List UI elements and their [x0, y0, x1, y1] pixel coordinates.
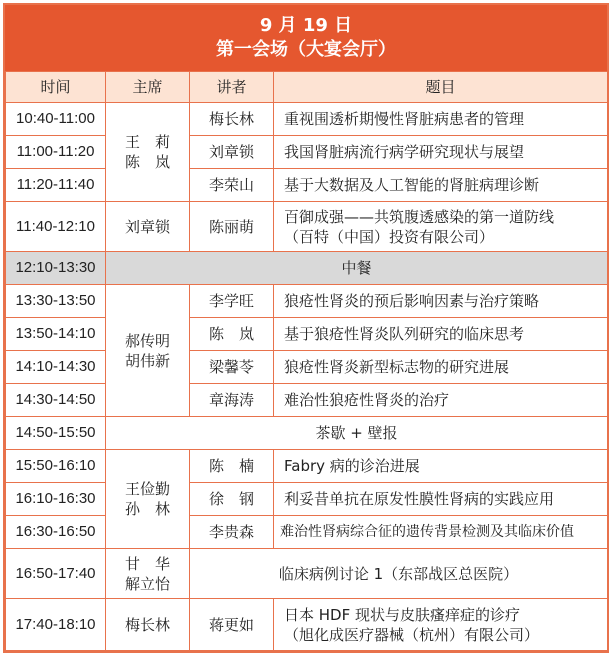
chair-cell: [106, 103, 190, 202]
speaker-cell: 李学旺: [190, 285, 274, 318]
table-row: [6, 549, 608, 599]
session-banner: [5, 5, 607, 71]
topic-cell: 狼疮性肾炎的预后影响因素与治疗策略: [274, 285, 608, 318]
col-header-topic: 题目: [274, 72, 608, 103]
time-cell: 16:10-16:30: [6, 483, 106, 516]
topic-cell: 狼疮性肾炎新型标志物的研究进展: [274, 351, 608, 384]
table-row: [6, 483, 608, 516]
case-discussion-label: 临床病例讨论 1（东部战区总医院）: [190, 549, 608, 599]
chair-cell: 梅长林: [106, 599, 190, 651]
table-row: [6, 384, 608, 417]
chair-cell: 刘章锁: [106, 202, 190, 252]
time-cell: 13:50-14:10: [6, 318, 106, 351]
table-row: [6, 136, 608, 169]
break-row: [6, 252, 608, 285]
session-date: 9 月 19 日: [259, 15, 353, 36]
table-row: [6, 450, 608, 483]
topic-line: 日本 HDF 现状与皮肤瘙痒症的诊疗: [284, 605, 520, 624]
topic-cell: Fabry 病的诊治进展: [274, 450, 608, 483]
table-header-row: [6, 72, 608, 103]
speaker-cell: 陈 岚: [190, 318, 274, 351]
chair-name: 王 莉: [124, 133, 170, 151]
table-row: [6, 169, 608, 202]
speaker-cell: 梁馨苓: [190, 351, 274, 384]
speaker-cell: 章海涛: [190, 384, 274, 417]
topic-cell: 利妥昔单抗在原发性膜性肾病的实践应用: [274, 483, 608, 516]
speaker-cell: 刘章锁: [190, 136, 274, 169]
break-row: [6, 417, 608, 450]
time-cell: 16:50-17:40: [6, 549, 106, 599]
chair-name: 解立怡: [124, 574, 170, 593]
time-cell: 14:30-14:50: [6, 384, 106, 417]
schedule-frame: [3, 3, 609, 653]
table-row: [6, 516, 608, 549]
table-row: [6, 351, 608, 384]
chair-name: 甘 华: [124, 554, 170, 573]
time-cell: 14:50-15:50: [6, 417, 106, 450]
chair-name: 陈 岚: [124, 153, 170, 171]
topic-cell: 基于大数据及人工智能的肾脏病理诊断: [274, 169, 608, 202]
table-row: [6, 285, 608, 318]
topic-cell: 基于狼疮性肾炎队列研究的临床思考: [274, 318, 608, 351]
col-header-speaker: 讲者: [190, 72, 274, 103]
time-cell: 16:30-16:50: [6, 516, 106, 549]
time-cell: 10:40-11:00: [6, 103, 106, 136]
session-venue: 第一会场（大宴会厅）: [216, 39, 396, 60]
table-row: [6, 599, 608, 651]
table-row: [6, 318, 608, 351]
schedule-table: [5, 71, 608, 651]
time-cell: 15:50-16:10: [6, 450, 106, 483]
topic-cell: 难治性狼疮性肾炎的治疗: [274, 384, 608, 417]
col-header-chair: 主席: [106, 72, 190, 103]
topic-cell: [274, 599, 608, 651]
time-cell: 17:40-18:10: [6, 599, 106, 651]
chair-cell: [106, 285, 190, 417]
col-header-time: 时间: [6, 72, 106, 103]
table-row: [6, 202, 608, 252]
time-cell: 11:00-11:20: [6, 136, 106, 169]
topic-cell: 重视围透析期慢性肾脏病患者的管理: [274, 103, 608, 136]
speaker-cell: 梅长林: [190, 103, 274, 136]
topic-cell: 我国肾脏病流行病学研究现状与展望: [274, 136, 608, 169]
break-label: 茶歇 + 壁报: [106, 417, 608, 450]
chair-cell: [106, 450, 190, 549]
speaker-cell: 蒋更如: [190, 599, 274, 651]
speaker-cell: 李贵森: [190, 516, 274, 549]
speaker-cell: 李荣山: [190, 169, 274, 202]
topic-cell: 难治性肾病综合征的遗传背景检测及其临床价值: [274, 516, 608, 549]
time-cell: 13:30-13:50: [6, 285, 106, 318]
chair-name: 孙 林: [124, 500, 170, 518]
chair-cell: [106, 549, 190, 599]
topic-cell: [274, 202, 608, 252]
chair-name: 王俭勤: [124, 480, 170, 498]
speaker-cell: 陈 楠: [190, 450, 274, 483]
time-cell: 11:20-11:40: [6, 169, 106, 202]
chair-name: 郝传明: [124, 331, 170, 350]
time-cell: 14:10-14:30: [6, 351, 106, 384]
table-row: [6, 103, 608, 136]
sponsor-line: （旭化成医疗器械（杭州）有限公司）: [284, 625, 540, 644]
topic-line: 百御成强——共筑腹透感染的第一道防线: [284, 207, 555, 226]
break-label: 中餐: [106, 252, 608, 285]
sponsor-line: （百特（中国）投资有限公司）: [284, 227, 495, 246]
speaker-cell: 徐 钢: [190, 483, 274, 516]
speaker-cell: 陈丽萌: [190, 202, 274, 252]
time-cell: 12:10-13:30: [6, 252, 106, 285]
chair-name: 胡伟新: [124, 351, 170, 370]
time-cell: 11:40-12:10: [6, 202, 106, 252]
